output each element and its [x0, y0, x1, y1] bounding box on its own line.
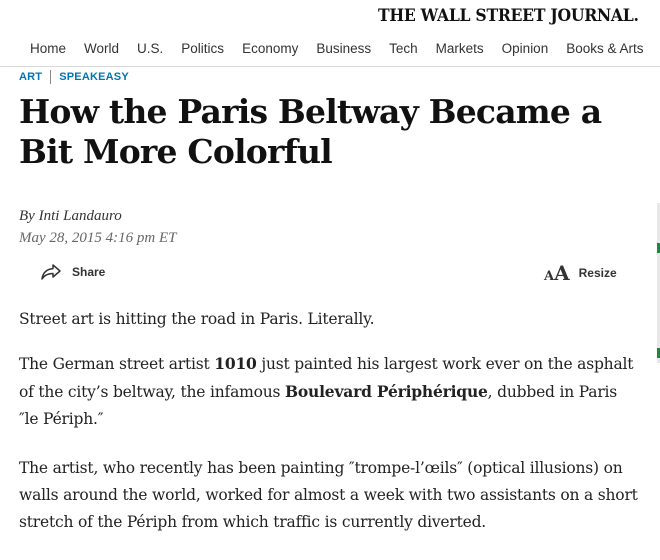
nav-item-markets[interactable]: Markets: [435, 41, 484, 56]
article-kicker: [19, 70, 129, 84]
nav-item-world[interactable]: World: [84, 41, 120, 56]
share-label: Share: [72, 265, 106, 279]
nav-divider: [0, 66, 660, 67]
main-nav: [30, 41, 660, 61]
nav-item-home[interactable]: Home: [30, 41, 67, 56]
resize-button[interactable]: [544, 263, 617, 283]
nav-item-us[interactable]: U.S.: [137, 41, 164, 56]
nav-item-economy[interactable]: Economy: [242, 41, 299, 56]
article-headline: How the Paris Beltway Became a Bit More Colorful: [19, 92, 602, 171]
masthead: [0, 0, 660, 34]
article-byline: [19, 208, 122, 225]
text-resize-icon: AA: [544, 261, 570, 285]
share-arrow-icon: [40, 263, 62, 281]
artist-name: 1010: [214, 354, 257, 373]
nav-item-tech[interactable]: Tech: [389, 41, 418, 56]
nav-item-books-arts[interactable]: Books & Arts: [566, 41, 644, 56]
article-paragraph-2: The German street artist 1010 just painted his largest work ever on the asphalt of the city’s beltway, the infamous Boulevard Périphérique, dubbed in Paris ″le Périph.″: [19, 354, 634, 428]
byline-prefix: By: [19, 208, 39, 224]
article-paragraph-1: Street art is hitting the road in Paris. Literally.: [19, 310, 375, 328]
wsj-logo[interactable]: THE WALL STREET JOURNAL.: [378, 6, 639, 26]
kicker-column-link[interactable]: SPEAKEASY: [59, 71, 129, 83]
share-button[interactable]: [40, 263, 105, 281]
boulevard-name: Boulevard Périphérique: [285, 382, 488, 401]
article-paragraph-3: The artist, who recently has been painting ″trompe-l’œils″ (optical illusions) on walls around the world, worked for almost a week with two assistants on a short stretch of the Périph from which traffic is currently diverted.: [19, 459, 638, 531]
nav-item-business[interactable]: Business: [316, 41, 372, 56]
article-date: May 28, 2015 4:16 pm ET: [19, 230, 177, 246]
author-link[interactable]: Inti Landauro: [38, 208, 122, 224]
nav-item-politics[interactable]: Politics: [181, 41, 225, 56]
nav-item-opinion[interactable]: Opinion: [501, 41, 549, 56]
kicker-section-link[interactable]: ART: [19, 71, 43, 83]
resize-label: Resize: [578, 266, 617, 280]
kicker-divider: [50, 70, 51, 84]
